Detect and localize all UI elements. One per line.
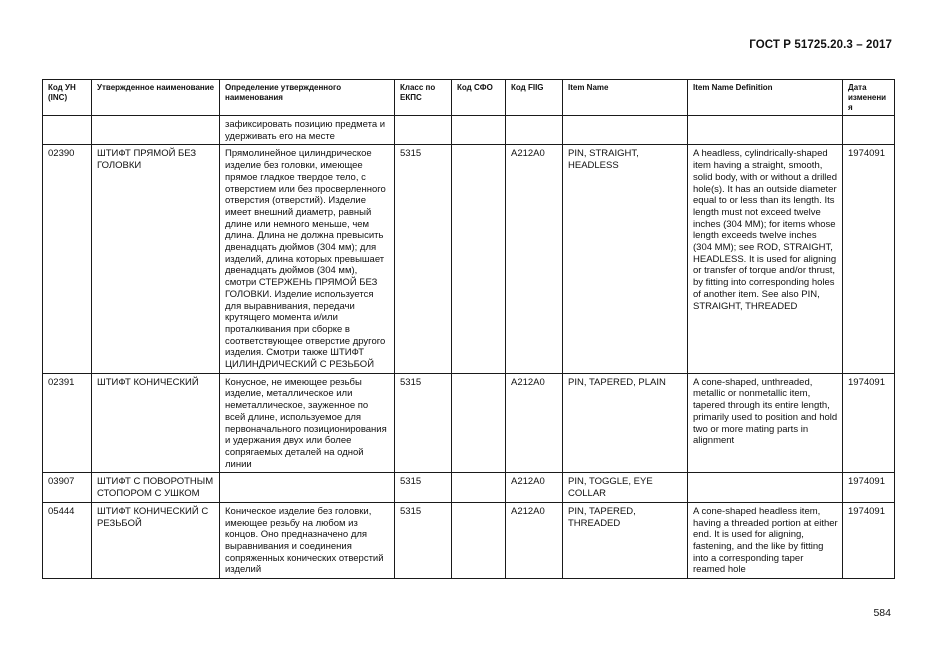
- column-header-sfo: Код СФО: [452, 80, 506, 116]
- cell-inc: 02390: [43, 145, 92, 373]
- cell-date: 1974091: [843, 145, 895, 373]
- cell-definition: Коническое изделие без головки, имеющее резьбу на любом из концов. Оно предназначено для выравнивания и соединения сопряженных конических отверстий изделий: [220, 502, 395, 578]
- cell-approved-name: ШТИФТ С ПОВОРОТНЫМ СТОПОРОМ С УШКОМ: [92, 473, 220, 502]
- column-header-inc: Код УН (INC): [43, 80, 92, 116]
- cell-inc: 03907: [43, 473, 92, 502]
- table-row: [43, 373, 895, 473]
- cell-class: [395, 116, 452, 145]
- cell-definition: [220, 473, 395, 502]
- column-header-fiig: Код FIIG: [506, 80, 563, 116]
- cell-fiig: A212A0: [506, 473, 563, 502]
- cell-fiig: [506, 116, 563, 145]
- cell-class: 5315: [395, 145, 452, 373]
- cell-item-definition: A cone-shaped, unthreaded, metallic or nonmetallic item, tapered through its entire length, primarily used to position and hold two or more mating parts in alignment: [688, 373, 843, 473]
- cell-approved-name: ШТИФТ ПРЯМОЙ БЕЗ ГОЛОВКИ: [92, 145, 220, 373]
- cell-date: 1974091: [843, 502, 895, 578]
- cell-fiig: A212A0: [506, 373, 563, 473]
- cell-sfo: [452, 502, 506, 578]
- cell-class: 5315: [395, 502, 452, 578]
- item-names-table: [42, 79, 895, 579]
- cell-sfo: [452, 116, 506, 145]
- cell-class: 5315: [395, 473, 452, 502]
- table-row: [43, 116, 895, 145]
- cell-item-name: PIN, TAPERED, PLAIN: [563, 373, 688, 473]
- cell-approved-name: [92, 116, 220, 145]
- column-header-approved-name: Утвержденное наименование: [92, 80, 220, 116]
- table-row: [43, 145, 895, 373]
- cell-inc: 05444: [43, 502, 92, 578]
- cell-date: [843, 116, 895, 145]
- column-header-item-definition: Item Name Definition: [688, 80, 843, 116]
- cell-item-name: PIN, TAPERED, THREADED: [563, 502, 688, 578]
- column-header-item-name: Item Name: [563, 80, 688, 116]
- cell-item-name: PIN, TOGGLE, EYE COLLAR: [563, 473, 688, 502]
- cell-approved-name: ШТИФТ КОНИЧЕСКИЙ: [92, 373, 220, 473]
- cell-inc: 02391: [43, 373, 92, 473]
- column-header-class: Класс по ЕКПС: [395, 80, 452, 116]
- cell-item-definition: [688, 116, 843, 145]
- cell-item-definition: A cone-shaped headless item, having a threaded portion at either end. It is used for aligning, fastening, and the like by fitting into a corresponding taper reamed hole: [688, 502, 843, 578]
- column-header-definition: Определение утвержденного наименования: [220, 80, 395, 116]
- cell-class: 5315: [395, 373, 452, 473]
- table-row: [43, 473, 895, 502]
- cell-definition: зафиксировать позицию предмета и удерживать его на месте: [220, 116, 395, 145]
- table-row: [43, 502, 895, 578]
- cell-definition: Прямолинейное цилиндрическое изделие без головки, имеющее прямое гладкое твердое тело, с отверстием или без просверленного отверстия (отверстий). Изделие имеет внешний диаметр, равный длине или немного меньше, чем длина. Длина не должна превысить двенадцать дюймов (304 мм); для изделий, длина которых превышает двенадцать дюймов (304 мм), смотри СТЕРЖЕНЬ ПРЯМОЙ БЕЗ ГОЛОВКИ. Изделие используется для выравнивания, передачи крутящего момента и/или проталкивания при сборке в соответствующее отверстие другого изделия. Смотри также ШТИФТ ЦИЛИНДРИЧЕСКИЙ С РЕЗЬБОЙ: [220, 145, 395, 373]
- cell-item-definition: A headless, cylindrically-shaped item having a straight, smooth, solid body, with or without a drilled hole(s). It has an outside diameter equal to or less than its length. Its length must not exceed twelve inches (304 MM); for items whose length exceeds twelve inches (304 MM); see ROD, STRAIGHT, HEADLESS. It is used for aligning or transfer of torque and/or thrust, by fitting into corresponding holes of another item. See also PIN, STRAIGHT, THREADED: [688, 145, 843, 373]
- cell-fiig: A212A0: [506, 145, 563, 373]
- cell-sfo: [452, 373, 506, 473]
- cell-item-name: [563, 116, 688, 145]
- cell-inc: [43, 116, 92, 145]
- page-number: 584: [873, 607, 891, 619]
- column-header-date: Дата изменения: [843, 80, 895, 116]
- cell-approved-name: ШТИФТ КОНИЧЕСКИЙ С РЕЗЬБОЙ: [92, 502, 220, 578]
- cell-sfo: [452, 145, 506, 373]
- cell-date: 1974091: [843, 373, 895, 473]
- cell-sfo: [452, 473, 506, 502]
- table-header-row: [43, 80, 895, 116]
- cell-fiig: A212A0: [506, 502, 563, 578]
- cell-date: 1974091: [843, 473, 895, 502]
- cell-item-name: PIN, STRAIGHT, HEADLESS: [563, 145, 688, 373]
- cell-item-definition: [688, 473, 843, 502]
- cell-definition: Конусное, не имеющее резьбы изделие, металлическое или неметаллическое, зауженное по всей длине, используемое для первоначального позиционирования и удержания двух или более сопрягаемых деталей на одной линии: [220, 373, 395, 473]
- document-standard-header: ГОСТ Р 51725.20.3 – 2017: [749, 39, 892, 51]
